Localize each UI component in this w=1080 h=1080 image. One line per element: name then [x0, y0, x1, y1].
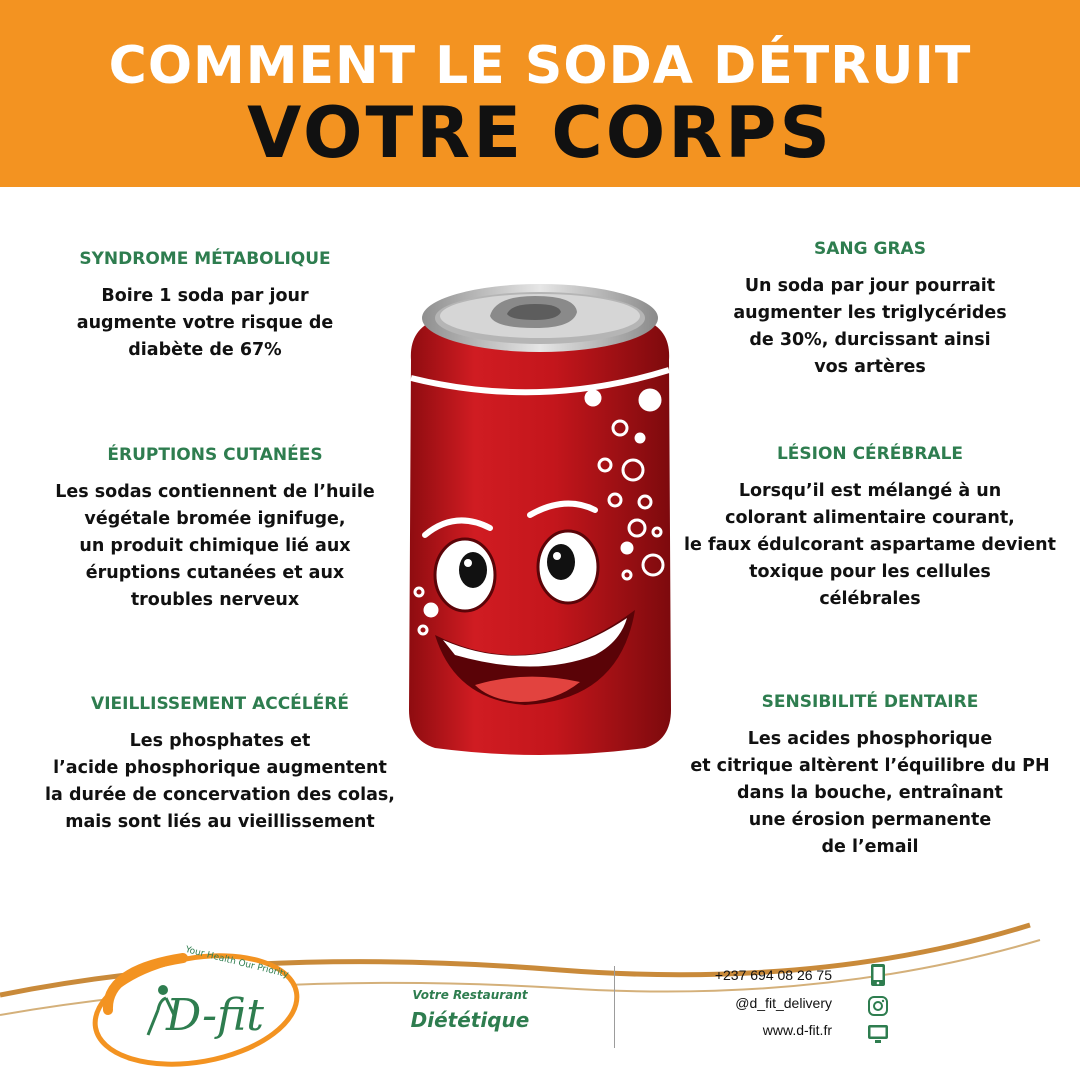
section-text: Lorsqu’il est mélangé à un colorant alimentaire courant, le faux édulcorant aspartame devient toxique pour les cellules célébrales	[684, 481, 1056, 609]
left-eye	[435, 539, 495, 611]
section-text: Les sodas contiennent de l’huile végétale bromée ignifuge, un produit chimique lié aux éruptions cutanées et aux troubles nerveux	[55, 482, 375, 610]
instagram-icon	[866, 994, 890, 1018]
slogan-line-1: Votre Restaurant	[412, 988, 528, 1002]
section-heading: ÉRUPTIONS CUTANÉES	[107, 445, 323, 465]
slogan-line-2: Diététique	[410, 1008, 530, 1032]
instagram-handle[interactable]: @d_fit_delivery	[735, 995, 832, 1011]
section-heading: SANG GRAS	[814, 239, 926, 259]
section-vieillissement-accelere	[20, 694, 420, 836]
title-line-2: VOTRE CORPS	[247, 92, 833, 174]
section-text: Un soda par jour pourrait augmenter les triglycérides de 30%, durcissant ainsi vos artères	[733, 276, 1007, 377]
section-heading: SENSIBILITÉ DENTAIRE	[761, 692, 979, 712]
section-heading: SYNDROME MÉTABOLIQUE	[79, 249, 331, 269]
section-text: Les acides phosphorique et citrique altèrent l’équilibre du PH dans la bouche, entraînant une érosion permanente de l’email	[690, 729, 1050, 857]
section-text: Boire 1 soda par jour augmente votre risque de diabète de 67%	[76, 286, 334, 360]
section-sensibilite-dentaire	[680, 692, 1060, 861]
logo-tagline: Your Health Our Priority	[184, 944, 290, 981]
soda-can-illustration	[395, 270, 685, 760]
phone-number[interactable]: +237 694 08 26 75	[714, 967, 832, 983]
section-lesion-cerebrale	[680, 444, 1060, 613]
logo-text: D-fit	[166, 990, 264, 1041]
footer-divider	[614, 966, 615, 1048]
section-sang-gras	[700, 239, 1040, 381]
right-eye	[538, 531, 598, 603]
phone-icon	[866, 963, 890, 987]
dfit-logo	[88, 940, 310, 1070]
section-text: Les phosphates et l’acide phosphorique augmentent la durée de concervation des colas, mais sont liés au vieillissement	[45, 731, 395, 832]
section-heading: VIEILLISSEMENT ACCÉLÉRÉ	[91, 694, 349, 714]
section-eruptions-cutanees	[20, 445, 410, 614]
title-line-1: COMMENT LE SODA DÉTRUIT	[108, 36, 972, 96]
web-icon	[866, 1022, 890, 1046]
section-syndrome-metabolique	[40, 249, 370, 364]
section-heading: LÉSION CÉRÉBRALE	[776, 444, 964, 464]
website-link[interactable]: www.d-fit.fr	[762, 1022, 832, 1038]
